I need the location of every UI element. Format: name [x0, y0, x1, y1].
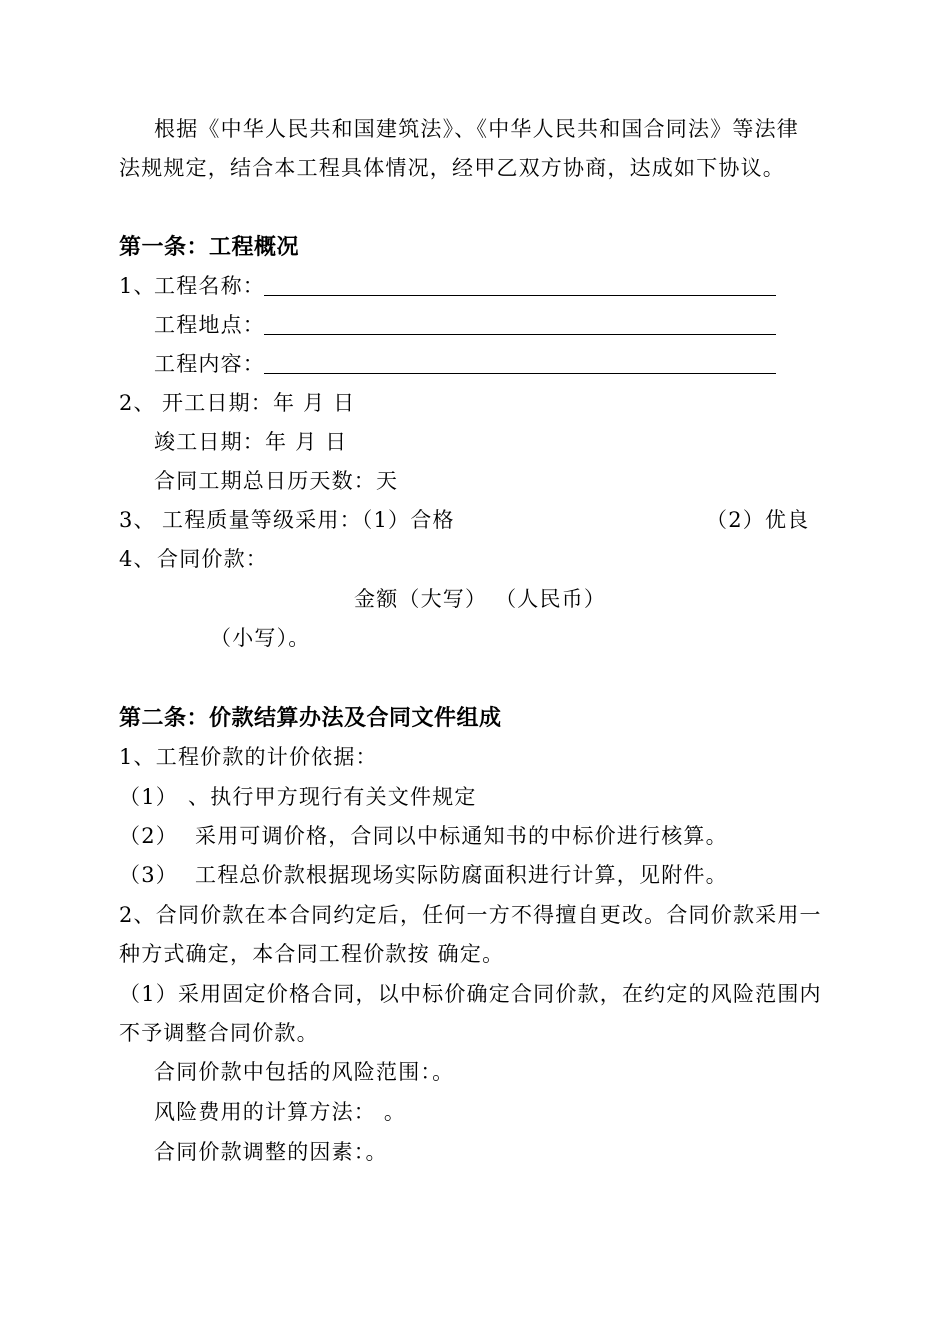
- item-4-number: 4、: [119, 547, 156, 571]
- basis-2-text: 采用可调价格，合同以中标通知书的中标价进行核算。: [195, 824, 728, 848]
- article-2-heading: 第二条：价款结算办法及合同文件组成: [119, 706, 502, 731]
- basis-3-text: 工程总价款根据现场实际防腐面积进行计算，见附件。: [195, 863, 728, 887]
- item-3-number: 3、: [119, 508, 156, 532]
- basis-2-number: （2）: [119, 824, 178, 848]
- intro-line-2: 法规规定，结合本工程具体情况，经甲乙双方协商，达成如下协议。: [119, 156, 785, 180]
- contract-price-label: 合同价款：: [157, 547, 268, 571]
- quality-grade-label: 工程质量等级采用：（1）合格: [162, 508, 455, 532]
- price-adjustment-factors: 合同价款调整的因素：。: [154, 1140, 388, 1164]
- basis-1-text: 、执行甲方现行有关文件规定: [188, 785, 477, 809]
- risk-fee-method: 风险费用的计算方法： 。: [154, 1100, 407, 1124]
- amount-in-figures: （小写）。: [210, 626, 311, 650]
- item-2-line-1: 2、合同价款在本合同约定后，任何一方不得擅自更改。合同价款采用一: [119, 903, 822, 927]
- project-content-label: 工程内容：: [154, 352, 265, 376]
- start-date: 开工日期：年 月 日: [162, 391, 356, 415]
- intro-line-1: 根据《中华人民共和国建筑法》、《中华人民共和国合同法》等法律: [154, 117, 799, 141]
- project-name-field[interactable]: [264, 295, 776, 296]
- project-name-label: 工程名称：: [154, 274, 265, 298]
- amount-in-words: 金额（大写） （人民币）: [354, 587, 607, 611]
- pricing-basis-label: 1、工程价款的计价依据：: [119, 745, 378, 769]
- fixed-price-line-2: 不予调整合同价款。: [119, 1021, 319, 1045]
- quality-option-excellent: （2）优良: [706, 508, 810, 532]
- item-2-number: 2、: [119, 391, 156, 415]
- item-1-number: 1、: [119, 274, 156, 298]
- basis-3-number: （3）: [119, 863, 178, 887]
- total-calendar-days: 合同工期总日历天数：天: [154, 469, 399, 493]
- project-location-label: 工程地点：: [154, 313, 265, 337]
- end-date: 竣工日期：年 月 日: [154, 430, 348, 454]
- project-content-field[interactable]: [264, 373, 776, 374]
- project-location-field[interactable]: [264, 334, 776, 335]
- risk-scope: 合同价款中包括的风险范围：。: [154, 1060, 455, 1084]
- article-1-heading: 第一条：工程概况: [119, 235, 300, 260]
- item-2-line-2: 种方式确定，本合同工程价款按 确定。: [119, 942, 505, 966]
- fixed-price-line-1: （1）采用固定价格合同，以中标价确定合同价款，在约定的风险范围内: [119, 982, 822, 1006]
- basis-1-number: （1）: [119, 785, 178, 809]
